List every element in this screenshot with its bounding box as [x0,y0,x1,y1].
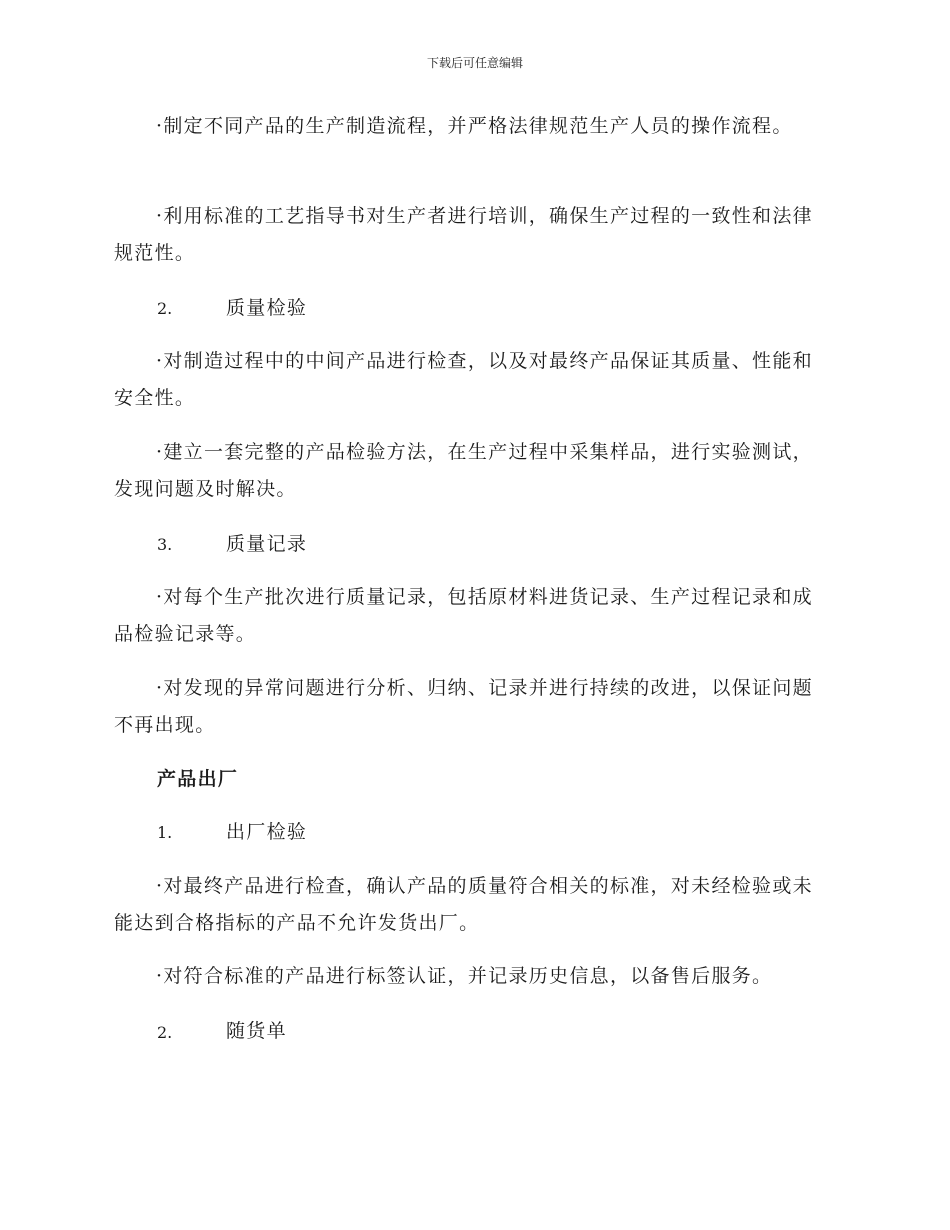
page-header: 下载后可任意编辑 [426,56,523,70]
section-title: 产品出厂 [157,768,239,790]
paragraph [114,108,824,145]
paragraph [114,868,824,942]
paragraph [114,958,824,995]
paragraph [114,670,824,744]
heading-quality-inspection: 质量检验 [226,297,308,319]
heading-quality-record: 质量记录 [226,533,308,555]
paragraph [114,434,824,508]
paragraph-text: ·对最终产品进行检查，确认产品的质量符合相关的标准，对未经检验或未能达到合格指标的产品不允许发货出厂。 [114,875,813,934]
paragraph-text: ·对制造过程中的中间产品进行检查，以及对最终产品保证其质量、性能和安全性。 [114,350,813,409]
heading-number: 2. [157,299,173,318]
paragraph [114,579,824,653]
paragraph-text: ·制定不同产品的生产制造流程，并严格法律规范生产人员的操作流程。 [156,115,793,137]
heading-number: 2. [157,1023,173,1042]
paragraph-text: ·建立一套完整的产品检验方法，在生产过程中采集样品，进行实验测试，发现问题及时解决。 [114,441,813,500]
heading-number: 3. [157,535,173,554]
paragraph-text: ·对每个生产批次进行质量记录，包括原材料进货记录、生产过程记录和成品检验记录等。 [114,586,813,645]
paragraph-text: ·对发现的异常问题进行分析、归纳、记录并进行持续的改进，以保证问题不再出现。 [114,677,813,736]
paragraph [114,198,824,272]
paragraph-text: ·利用标准的工艺指导书对生产者进行培训，确保生产过程的一致性和法律规范性。 [114,205,813,264]
heading-number: 1. [157,823,173,842]
paragraph-text: ·对符合标准的产品进行标签认证，并记录历史信息，以备售后服务。 [156,965,773,987]
paragraph [114,343,824,417]
heading-factory-inspection: 出厂检验 [226,821,308,843]
heading-delivery-note: 随货单 [226,1020,287,1042]
